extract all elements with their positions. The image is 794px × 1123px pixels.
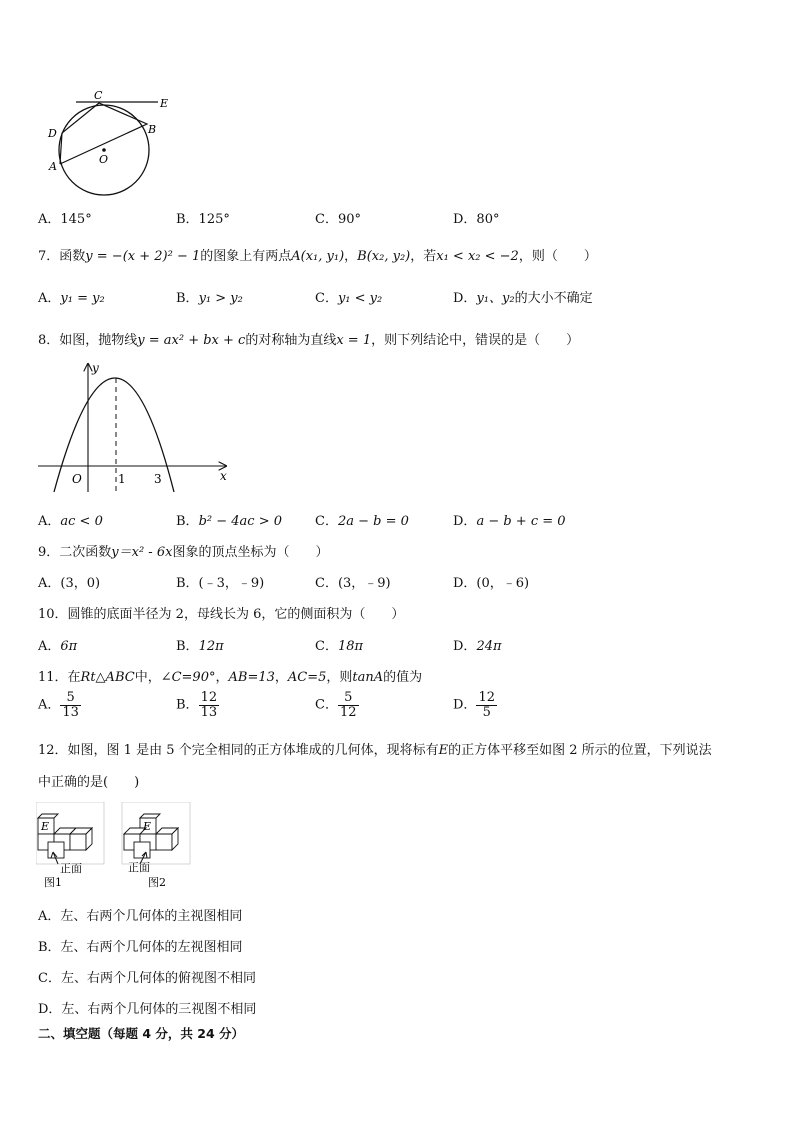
svg-text:O: O [72, 472, 82, 486]
q11-option-b: B． $\frac{12}{13}$ [176, 690, 218, 720]
q12-option-d: D．左、右两个几何体的三视图不相同 [38, 1002, 257, 1017]
q7-condition: x₁ < x₂ < −2 [436, 249, 519, 264]
q10-stem: 10．圆锥的底面半径为 2，母线长为 6，它的侧面积为（ ） [38, 607, 405, 622]
svg-text:图1: 图1 [44, 876, 62, 889]
svg-text:正面: 正面 [60, 862, 82, 875]
q9-option-b: B．(﹣3，﹣9) [176, 576, 265, 591]
q9-formula: y＝x² - 6x [111, 545, 173, 560]
svg-text:图2: 图2 [148, 876, 166, 889]
q6-option-d: D．80° [453, 212, 500, 227]
svg-text:正面: 正面 [128, 861, 150, 874]
label-b: B [148, 123, 157, 136]
q7-number: 7． [38, 249, 60, 264]
q9-option-c: C．(3，﹣9) [315, 576, 391, 591]
q8-option-b: B．b² − 4ac > 0 [176, 514, 282, 529]
q7-text: ，若 [410, 249, 437, 264]
svg-text:y: y [92, 361, 99, 375]
q6-option-c: C．90° [315, 212, 361, 227]
svg-text:3: 3 [154, 472, 162, 486]
q10-option-b: B．12π [176, 639, 224, 654]
q8-formula: y = ax² + bx + c [137, 333, 246, 348]
q9-stem: 9．二次函数y＝x² - 6x图象的顶点坐标为（ ） [38, 545, 329, 560]
q8-stem: 8．如图，抛物线y = ax² + bx + c的对称轴为直线x = 1，则下列结论中，错误的是（ ） [38, 333, 580, 348]
q11-option-c: C． $\frac{5}{12}$ [315, 690, 357, 720]
label-a: A [49, 160, 57, 173]
q11-option-d: D． $\frac{12}{5}$ [453, 690, 495, 720]
svg-text:1: 1 [118, 472, 126, 486]
q7-point-b: B(x₂, y₂) [357, 249, 411, 264]
q9-option-a: A．(3，0) [38, 576, 101, 591]
q10-option-d: D．24π [453, 639, 502, 654]
q7-option-c: C．y₁ < y₂ [315, 291, 383, 306]
q6-option-b: B．125° [176, 212, 230, 227]
q7-text: ，则（ ） [518, 249, 597, 264]
q12-stem-line2: 中正确的是( ) [38, 775, 140, 790]
q7-option-a: A．y₁ = y₂ [38, 291, 105, 306]
q11-stem: 11．在Rt△ABC中，∠C=90°，AB=13，AC=5，则tanA的值为 [38, 670, 423, 685]
q7-text: 函数 [59, 249, 86, 264]
circle-figure [40, 86, 180, 202]
q7-stem [38, 245, 597, 264]
q7-option-d: D．y₁、y₂的大小不确定 [453, 291, 593, 306]
label-c: C [94, 89, 103, 102]
q12-option-a: A．左、右两个几何体的主视图相同 [38, 909, 243, 924]
label-d: D [48, 127, 57, 140]
cubes-figure [36, 802, 196, 890]
section-heading: 二、填空题（每题 4 分，共 24 分） [38, 1026, 245, 1041]
q6-option-a: A．145° [38, 212, 92, 227]
svg-text:E: E [41, 820, 50, 833]
q7-text: 的图象上有两点 [200, 249, 292, 264]
q10-option-c: C．18π [315, 639, 364, 654]
q12-stem-line1: 12．如图，图 1 是由 5 个完全相同的正方体堆成的几何体，现将标有E的正方体平移至如图 2 所示的位置，下列说法 [38, 743, 712, 758]
q8-option-c: C．2a − b = 0 [315, 514, 409, 529]
svg-text:x: x [220, 469, 227, 483]
q10-option-a: A．6π [38, 639, 78, 654]
q12-option-c: C．左、右两个几何体的俯视图不相同 [38, 971, 256, 986]
q8-axis: x = 1 [336, 333, 372, 348]
q7-option-b: B．y₁ > y₂ [176, 291, 243, 306]
label-e: E [160, 97, 169, 110]
q7-text: ， [344, 249, 358, 264]
q12-option-b: B．左、右两个几何体的左视图相同 [38, 940, 243, 955]
q7-point-a: A(x₁, y₁) [291, 249, 345, 264]
q8-option-a: A．ac < 0 [38, 514, 103, 529]
label-o: O [99, 153, 109, 166]
q11-option-a: A． $\frac{5}{13}$ [38, 690, 79, 720]
q9-option-d: D．(0，﹣6) [453, 576, 530, 591]
q8-option-d: D．a − b + c = 0 [453, 514, 566, 529]
q7-formula: y = −(x + 2)² − 1 [85, 249, 201, 264]
parabola-graph [36, 358, 236, 496]
svg-text:E: E [143, 820, 152, 833]
